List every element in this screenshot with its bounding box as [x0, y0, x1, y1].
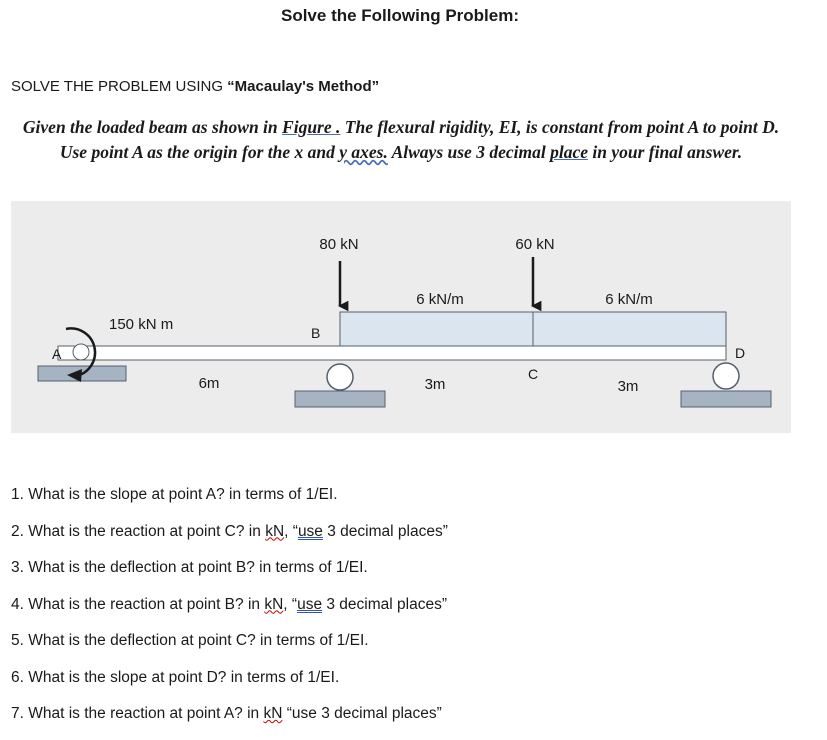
distributed-load-cd — [533, 312, 726, 346]
point-b-label: B — [311, 325, 321, 341]
distributed-load-bc — [340, 312, 533, 346]
question-number: 1. — [11, 486, 24, 503]
roller-d — [713, 363, 739, 389]
use-word: use — [297, 522, 323, 540]
question-number: 6. — [11, 668, 24, 686]
point-a-label: A — [52, 346, 62, 362]
question-item — [11, 521, 448, 558]
question-item — [11, 667, 448, 704]
dist-load-2-label: 6 kN/m — [605, 291, 653, 308]
question-text: What is the slope at point A? in terms of 1/EI. — [28, 486, 338, 503]
span-cd-label: 3m — [617, 378, 639, 395]
question-number: 3. — [11, 559, 24, 576]
roller-b — [327, 364, 353, 390]
question-text: 3 decimal places” — [322, 595, 447, 613]
use-word: use — [291, 705, 317, 722]
method-prefix: SOLVE THE PROBLEM USING — [11, 78, 228, 95]
load-c-label: 60 kN — [515, 236, 555, 253]
unit-word: kN — [264, 595, 284, 613]
figure-reference: Figure . — [282, 117, 341, 137]
statement-part: in your final answer. — [587, 142, 743, 162]
beam-diagram — [11, 201, 791, 433]
question-text: What is the deflection at point B? in terms of 1/EI. — [28, 559, 368, 576]
beam-figure — [11, 201, 791, 433]
question-item — [11, 630, 448, 667]
question-item — [11, 557, 448, 594]
question-text: 3 decimal places” — [316, 705, 442, 722]
question-item — [11, 594, 448, 631]
place-word: place — [550, 142, 588, 162]
point-d-label: D — [735, 345, 746, 361]
moment-label: 150 kN m — [109, 316, 174, 333]
question-text: 3 decimal places” — [322, 522, 448, 540]
method-name: “Macaulay's Method” — [227, 78, 380, 95]
pin-a — [73, 344, 89, 360]
use-word: use — [297, 595, 323, 613]
statement-part: Given the loaded beam as shown in — [22, 117, 283, 137]
support-d-base — [681, 391, 771, 407]
question-number: 5. — [11, 632, 24, 649]
question-text: , — [283, 595, 292, 613]
load-b-label: 80 kN — [319, 236, 359, 253]
question-text: What is the reaction at point A? in — [28, 705, 264, 722]
question-text: , — [284, 522, 293, 540]
support-b-base — [295, 391, 385, 407]
point-c-label: C — [528, 366, 539, 382]
statement-part: The flexural rigidity, EI, is constant from point A to point D. Use point A as the origin for the x and — [59, 117, 780, 162]
question-text: What is the reaction at point C? in — [28, 522, 266, 540]
question-text: “ — [286, 705, 292, 722]
unit-word: kN — [265, 522, 285, 540]
dist-load-1-label: 6 kN/m — [416, 291, 464, 308]
page-title: Solve the Following Problem: — [280, 6, 520, 25]
question-number: 7. — [11, 705, 24, 722]
question-list — [11, 484, 448, 740]
statement-part: Always use 3 decimal — [387, 142, 551, 162]
question-number: 4. — [11, 595, 24, 613]
question-text: What is the reaction at point B? in — [28, 595, 265, 613]
question-text: “ — [291, 595, 298, 613]
question-text: What is the deflection at point C? in terms of 1/EI. — [28, 632, 369, 649]
question-item — [11, 703, 448, 740]
question-number: 2. — [11, 522, 24, 540]
question-text: “ — [292, 522, 298, 540]
unit-word: kN — [263, 705, 283, 722]
question-text: What is the slope at point D? in terms of 1/EI. — [28, 668, 340, 686]
span-ab-label: 6m — [198, 375, 220, 392]
beam — [58, 346, 726, 360]
axes-reference: y axes. — [339, 142, 388, 162]
question-item — [11, 484, 448, 521]
method-heading — [11, 78, 379, 95]
problem-statement — [10, 115, 792, 165]
span-bc-label: 3m — [424, 376, 446, 393]
